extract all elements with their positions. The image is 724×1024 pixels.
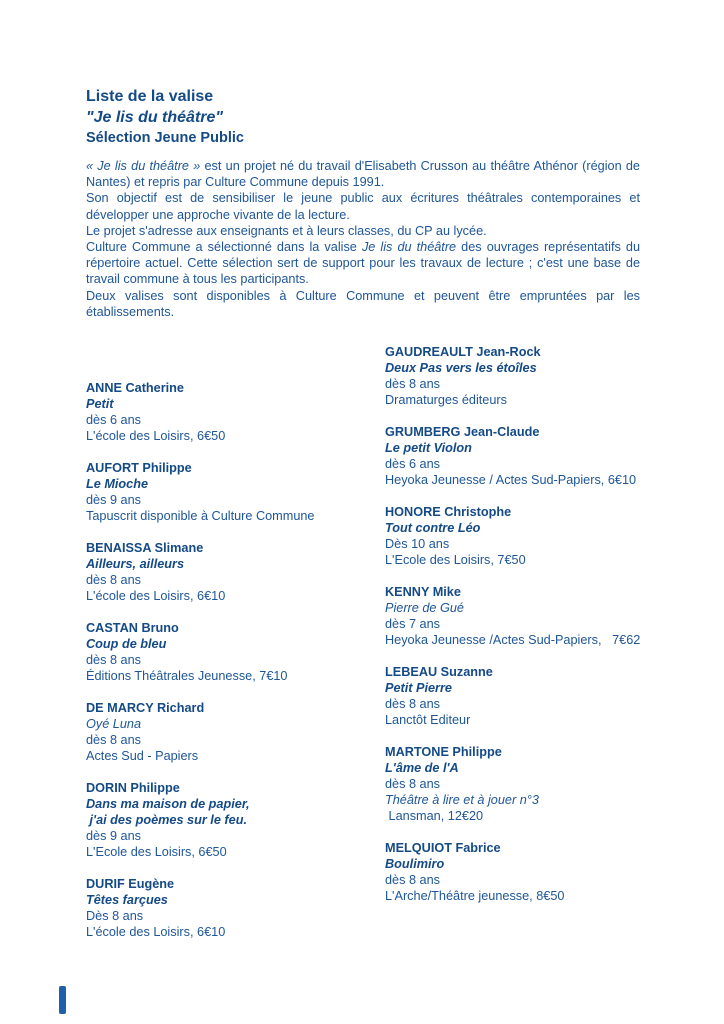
book-age: Dès 8 ans: [86, 909, 144, 924]
book-title: Le Mioche: [86, 477, 149, 492]
book-author: DORIN Philippe: [86, 781, 180, 796]
document-header: [86, 86, 640, 149]
book-entry: [86, 380, 385, 444]
book-title: Le petit Violon: [385, 441, 472, 456]
book-publisher: Lanctôt Editeur: [385, 713, 471, 728]
doc-section-title: Sélection Jeune Public: [86, 130, 244, 146]
book-entry: [385, 744, 672, 824]
book-age: dès 8 ans: [385, 777, 441, 792]
book-author: DE MARCY Richard: [86, 701, 205, 716]
book-age: dès 9 ans: [86, 493, 142, 508]
book-author: GRUMBERG Jean-Claude: [385, 425, 540, 440]
book-title: Deux Pas vers les étoîles: [385, 361, 537, 376]
book-title: Têtes farçues: [86, 893, 168, 908]
book-list-left-column: [86, 344, 385, 956]
book-author: CASTAN Bruno: [86, 621, 179, 636]
book-publisher: L'école des Loisirs, 6€10: [86, 925, 226, 940]
intro-p1-project-title: « Je lis du théâtre »: [86, 159, 201, 173]
book-publisher: Heyoka Jeunesse /Actes Sud-Papiers, 7€62: [385, 633, 641, 648]
book-publisher: Éditions Théâtrales Jeunesse, 7€10: [86, 669, 288, 684]
book-age: dès 8 ans: [86, 653, 142, 668]
intro-text: [86, 158, 640, 320]
book-age: dès 8 ans: [385, 697, 441, 712]
book-collection: Théâtre à lire et à jouer n°3: [385, 793, 539, 808]
doc-title-line2: "Je lis du théâtre": [86, 109, 223, 126]
intro-paragraph-5: Deux valises sont disponibles à Culture Commune et peuvent être empruntées par les établissements.: [86, 288, 640, 319]
book-age: dès 7 ans: [385, 617, 441, 632]
book-author: MARTONE Philippe: [385, 745, 502, 760]
book-author: KENNY Mike: [385, 585, 461, 600]
book-publisher: L'école des Loisirs, 6€10: [86, 589, 226, 604]
intro-p4-project-title: Je lis du théâtre: [361, 240, 457, 255]
book-entry: [86, 780, 385, 860]
intro-p4-before: Culture Commune a sélectionné dans la valise: [86, 240, 362, 255]
book-author: MELQUIOT Fabrice: [385, 841, 501, 856]
book-entry: [86, 876, 385, 940]
book-title: L'âme de l'A: [385, 761, 459, 776]
book-age: dès 9 ans: [86, 829, 142, 844]
book-author: BENAISSA Slimane: [86, 541, 204, 556]
book-age: dès 8 ans: [86, 573, 142, 588]
book-author: DURIF Eugène: [86, 877, 175, 892]
book-author: AUFORT Philippe: [86, 461, 192, 476]
book-list: [86, 344, 672, 956]
book-publisher: Dramaturges éditeurs: [385, 393, 507, 408]
book-entry: [86, 700, 385, 764]
book-publisher: Lansman, 12€20: [385, 809, 484, 824]
book-entry: [86, 540, 385, 604]
book-publisher: Heyoka Jeunesse / Actes Sud-Papiers, 6€10: [385, 473, 637, 488]
intro-p4-after: des ouvrages représentatifs du répertoire actuel. Cette sélection sert de support pour les travaux de lecture ; c'est une base de travail commune à tous les participants.: [86, 240, 641, 287]
book-publisher: Tapuscrit disponible à Culture Commune: [86, 509, 315, 524]
book-title: Coup de bleu: [86, 637, 167, 652]
book-title: Petit: [86, 397, 114, 412]
intro-p1-rest: est un projet né du travail d'Elisabeth Crusson au théâtre Athénor (région de Nantes) et repris par Culture Commune depuis 1991.: [86, 159, 640, 190]
book-age: dès 8 ans: [385, 377, 441, 392]
book-entry: [385, 424, 672, 488]
book-publisher: L'Arche/Théâtre jeunesse, 8€50: [385, 889, 565, 904]
book-age: dès 6 ans: [385, 457, 441, 472]
document-content: [86, 86, 640, 956]
book-title: Dans ma maison de papier,: [86, 797, 250, 812]
book-entry: [385, 664, 672, 728]
doc-title-line1: Liste de la valise: [86, 88, 214, 105]
book-title: j'ai des poèmes sur le feu.: [86, 813, 247, 828]
intro-paragraph-4: [86, 239, 640, 288]
book-title: Ailleurs, ailleurs: [86, 557, 185, 572]
book-title: Oyé Luna: [86, 717, 142, 732]
intro-paragraph-2: Son objectif est de sensibiliser le jeune public aux écritures théâtrales contemporaines et développer une approche vivante de la lecture.: [86, 191, 640, 222]
book-entry: [385, 584, 672, 648]
book-publisher: L'école des Loisirs, 6€50: [86, 429, 226, 444]
book-entry: [385, 504, 672, 568]
book-publisher: Actes Sud - Papiers: [86, 749, 199, 764]
intro-paragraph-3: Le projet s'adresse aux enseignants et à leurs classes, du CP au lycée.: [86, 223, 487, 238]
book-title: Boulimiro: [385, 857, 445, 872]
book-title: Pierre de Gué: [385, 601, 464, 616]
book-list-right-column: [385, 344, 672, 956]
intro-paragraph-1: [86, 158, 640, 190]
book-age: dès 6 ans: [86, 413, 142, 428]
book-entry: [86, 620, 385, 684]
book-age: dès 8 ans: [86, 733, 142, 748]
book-author: GAUDREAULT Jean-Rock: [385, 345, 541, 360]
book-author: ANNE Catherine: [86, 381, 184, 396]
book-entry: [385, 840, 672, 904]
book-age: dès 8 ans: [385, 873, 441, 888]
page-margin-marker: [59, 986, 66, 1014]
book-author: HONORE Christophe: [385, 505, 512, 520]
book-publisher: L'Ecole des Loisirs, 6€50: [86, 845, 227, 860]
book-entry: [385, 344, 672, 408]
book-author: LEBEAU Suzanne: [385, 665, 493, 680]
book-age: Dès 10 ans: [385, 537, 450, 552]
book-entry: [86, 460, 385, 524]
book-title: Tout contre Léo: [385, 521, 481, 536]
book-title: Petit Pierre: [385, 681, 452, 696]
book-publisher: L'Ecole des Loisirs, 7€50: [385, 553, 526, 568]
